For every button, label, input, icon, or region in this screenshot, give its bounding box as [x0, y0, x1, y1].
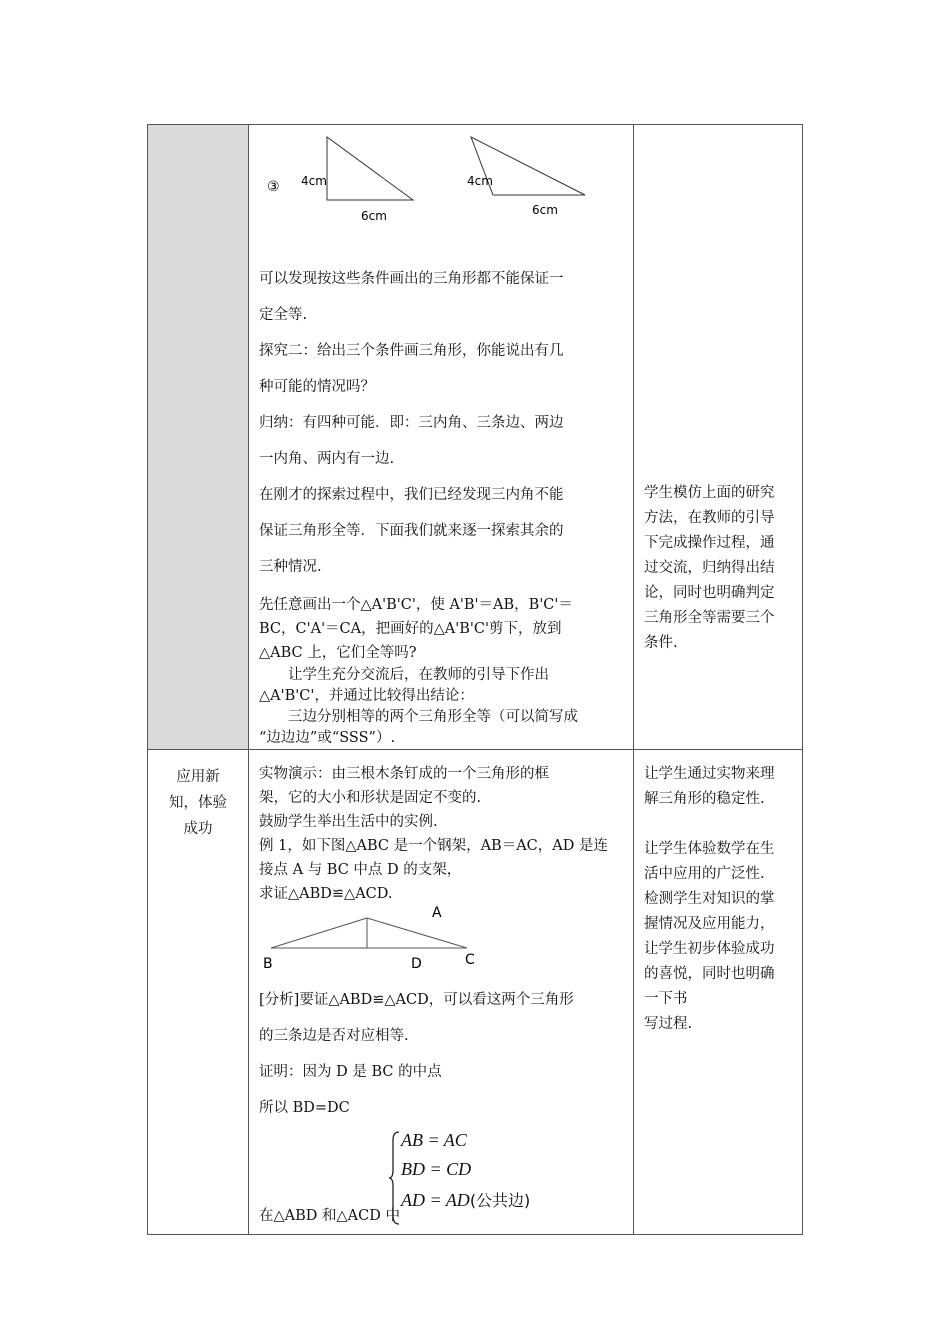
text-line: 活中应用的广泛性.: [644, 866, 765, 882]
proof-system: [249, 1126, 633, 1234]
brace-icon: [387, 1130, 401, 1226]
text-line: 架，它的大小和形状是固定不变的.: [259, 790, 482, 806]
right-side-label: 4cm: [467, 174, 493, 188]
label-b: B: [263, 956, 273, 972]
text-line: 三种情况.: [259, 559, 322, 575]
text-line: 应用新: [176, 769, 220, 785]
equation-text: AD = AD: [401, 1190, 470, 1210]
text-line: 求证△ABD≌△ACD.: [259, 886, 393, 902]
text-line: 论，同时也明确判定: [644, 585, 775, 601]
text-line: 让学生充分交流后，在教师的引导下作出: [288, 667, 549, 683]
text-line: 所以 BD=DC: [259, 1100, 350, 1116]
text-line: [分析]要证△ABD≌△ACD，可以看这两个三角形: [259, 992, 574, 1008]
table-row: [148, 125, 803, 750]
purpose-text: [634, 762, 802, 1037]
equation-line: AB = AC: [401, 1130, 467, 1150]
activity-cell: [249, 125, 634, 750]
label-a: A: [432, 906, 442, 921]
left-base-label: 6cm: [361, 209, 387, 223]
text-line: 检测学生对知识的掌: [644, 891, 775, 907]
text-line: 实物演示：由三根木条钉成的一个三角形的框: [259, 766, 549, 782]
purpose-text: [634, 481, 802, 656]
text-line: 学生模仿上面的研究: [644, 485, 775, 501]
text-line: 知，体验: [169, 795, 227, 811]
lesson-table: [147, 124, 803, 1235]
text-line: 过交流，归纳得出结: [644, 560, 775, 576]
equation-line: [401, 1188, 530, 1211]
text-line: 成功: [183, 821, 213, 837]
text-line: 方法，在教师的引导: [644, 510, 775, 526]
text-line: 保证三角形全等．下面我们就来逐一探索其余的: [259, 523, 564, 539]
text-line: 探究二：给出三个条件画三角形，你能说出有几: [259, 343, 564, 359]
stage-cell-empty: [148, 125, 249, 750]
text-line: 握情况及应用能力，: [644, 916, 775, 932]
text-line: 下完成操作过程，通: [644, 535, 775, 551]
text-line: 可以发现按这些条件画出的三角形都不能保证一: [259, 271, 564, 287]
text-line: 写过程.: [644, 1016, 693, 1032]
text-line: 接点 A 与 BC 中点 D 的支架，: [259, 862, 462, 878]
text-line: 定全等.: [259, 307, 308, 323]
table-row: [148, 750, 803, 1235]
text-line: 解三角形的稳定性.: [644, 791, 765, 807]
text-line: △ABC 上，它们全等吗?: [259, 645, 417, 661]
text-line: 种可能的情况吗？: [259, 379, 375, 395]
triangle-figures: [249, 125, 633, 235]
text-line: 归纳：有四种可能．即：三内角、三条边、两边: [259, 415, 564, 431]
example-cell: [249, 750, 634, 1235]
spacer: [644, 812, 794, 837]
text-line: 在刚才的探索过程中，我们已经发现三内角不能: [259, 487, 564, 503]
steel-frame-figure: [249, 906, 633, 978]
text-line: 一内角、两内有一边.: [259, 451, 395, 467]
stage-label: [148, 750, 248, 842]
equation-note: (公共边): [469, 1191, 531, 1210]
text-line: “边边边”或“SSS”）.: [259, 730, 396, 746]
purpose-cell: [634, 125, 803, 750]
text-line: 让学生初步体验成功: [644, 941, 775, 957]
stage-cell: [148, 750, 249, 1235]
text-line: 证明：因为 D 是 BC 的中点: [259, 1064, 442, 1080]
text-line: 让学生通过实物来理: [644, 766, 775, 782]
right-triangle-shape: [327, 137, 413, 200]
equation-line: BD = CD: [401, 1159, 472, 1179]
text-line: 的喜悦，同时也明确: [644, 966, 775, 982]
purpose-cell: [634, 750, 803, 1235]
text-line: 先任意画出一个△A'B'C'，使 A'B'＝AB，B'C'＝: [259, 597, 573, 613]
text-line: 鼓励学生举出生活中的实例.: [259, 814, 438, 830]
text-line: 条件.: [644, 635, 678, 651]
right-base-label: 6cm: [532, 203, 558, 217]
proof-prefix: 在△ABD 和△ACD 中: [259, 1208, 400, 1224]
circled-number: ③: [267, 179, 280, 195]
text-line: 三角形全等需要三个: [644, 610, 775, 626]
text-line: △A'B'C'，并通过比较得出结论：: [259, 688, 474, 704]
text-line: 例 1，如下图△ABC 是一个钢架，AB＝AC，AD 是连: [259, 838, 608, 854]
text-line: 的三条边是否对应相等.: [259, 1028, 409, 1044]
label-c: C: [465, 952, 475, 968]
text-line: 让学生体验数学在生: [644, 841, 775, 857]
text-line: 一下书: [644, 991, 688, 1007]
text-line: 三边分别相等的两个三角形全等（可以简写成: [288, 709, 578, 725]
text-line: BC，C'A'＝CA，把画好的△A'B'C'剪下，放到: [259, 621, 562, 637]
left-vertical-label: 4cm: [301, 174, 327, 188]
label-d: D: [411, 956, 422, 972]
